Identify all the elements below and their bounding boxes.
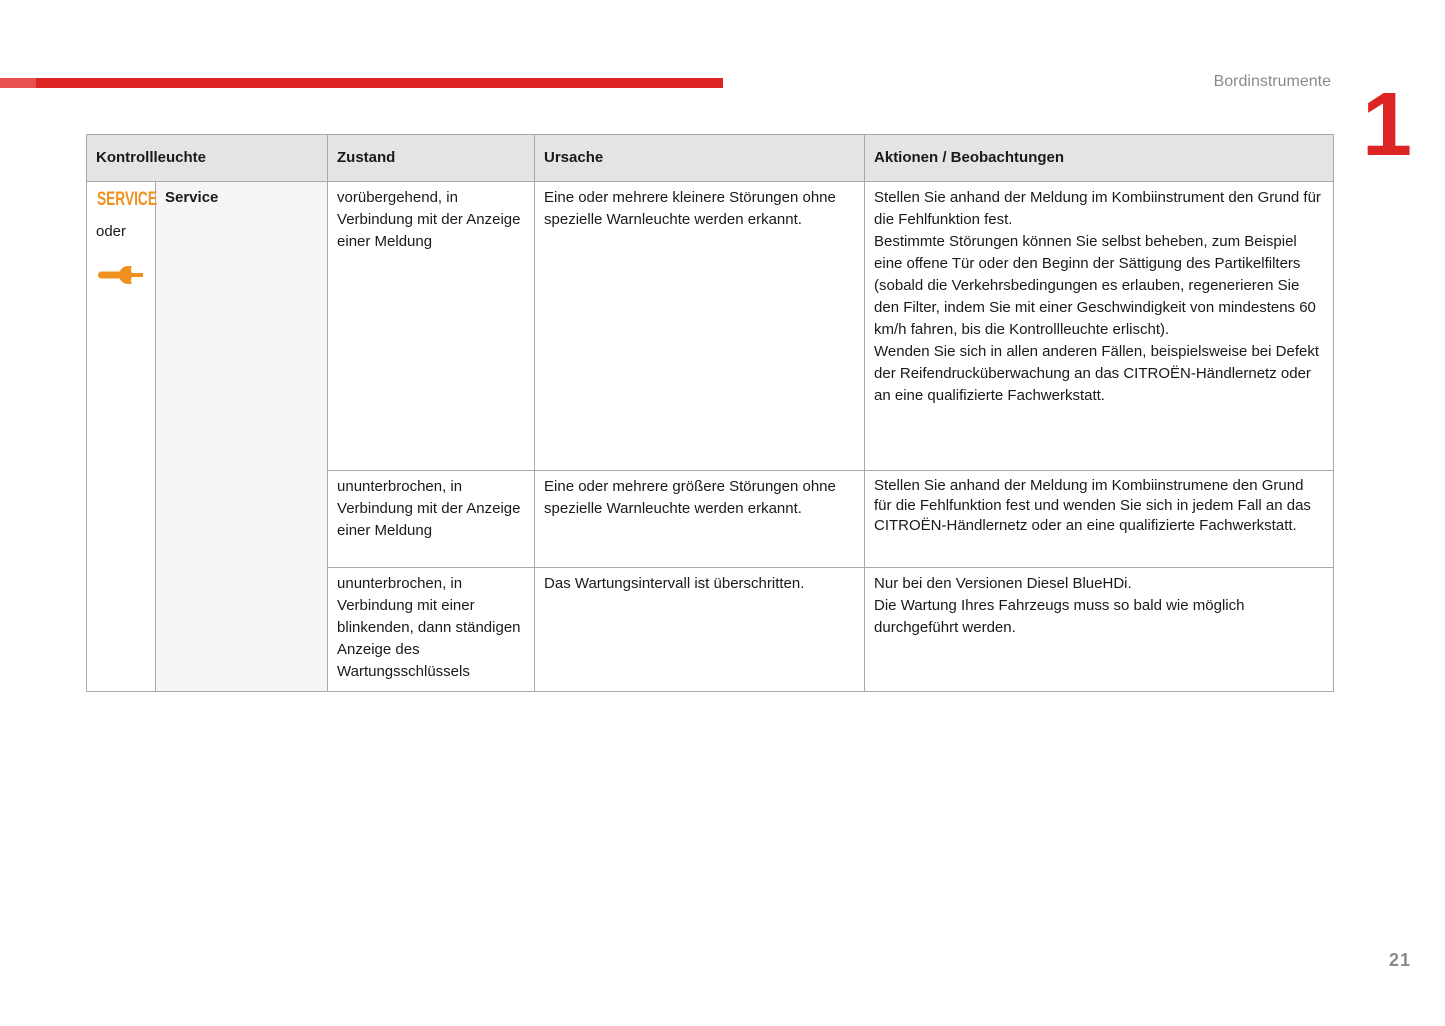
red-header-bar-start — [0, 78, 36, 88]
wrench-icon — [96, 263, 146, 287]
actions-cell — [865, 568, 1334, 692]
action-text: Wenden Sie sich in allen anderen Fällen, beispielsweise bei Defekt der Reifendrucküberwachung an das CITROËN-Händlernetz oder an eine qualifizierte Fachwerkstatt. — [874, 343, 1319, 404]
action-text: Bestimmte Störungen können Sie selbst beheben, zum Beispiel eine offene Tür oder den Beginn der Sättigung des Partikelfilters (sobald die Verkehrsbedingungen es erlauben, regenerieren Sie den Filter, indem Sie mit einer Geschwindigkeit von mindestens 60 km/h fahren, bis die Kontrollleuchte erlischt). — [874, 233, 1316, 338]
state-cell: vorübergehend, in Verbindung mit der Anzeige einer Meldung — [328, 182, 535, 471]
action-text: Nur bei den Versionen Diesel BlueHDi. — [874, 575, 1132, 592]
warning-lamp-table — [86, 134, 1334, 692]
table-header-row — [87, 135, 1334, 182]
chapter-number: 1 — [1362, 75, 1413, 175]
column-header-cause: Ursache — [535, 135, 865, 182]
action-text: Stellen Sie anhand der Meldung im Kombiinstrument den Grund für die Fehlfunktion fest. — [874, 189, 1321, 228]
actions-cell — [865, 471, 1334, 568]
section-title: Bordinstrumente — [1213, 73, 1331, 90]
red-header-bar — [0, 78, 723, 88]
action-text: Die Wartung Ihres Fahrzeugs muss so bald wie möglich durchgeführt werden. — [874, 597, 1245, 636]
lamp-icon-cell — [87, 182, 156, 692]
lamp-name-cell: Service — [156, 182, 328, 692]
or-label: oder — [96, 223, 127, 240]
table-row — [87, 182, 1334, 471]
cause-cell: Eine oder mehrere größere Störungen ohne spezielle Warnleuchte werden erkannt. — [535, 471, 865, 568]
service-warning-icon — [96, 187, 158, 209]
state-cell: ununterbrochen, in Verbindung mit einer blinkenden, dann ständigen Anzeige des Wartungsschlüssels — [328, 568, 535, 692]
page-number: 21 — [1388, 950, 1411, 970]
action-text: Stellen Sie anhand der Meldung im Kombiinstrumene den Grund für die Fehlfunktion fest und wenden Sie sich in jedem Fall an das CITROËN-Händlernetz oder an eine qualifizierte Fachwerkstatt. — [874, 477, 1311, 534]
column-header-actions: Aktionen / Beobachtungen — [865, 135, 1334, 182]
column-header-state: Zustand — [328, 135, 535, 182]
column-header-lamp: Kontrollleuchte — [87, 135, 328, 182]
svg-text:SERVICE: SERVICE — [97, 189, 157, 210]
actions-cell — [865, 182, 1334, 471]
cause-cell: Eine oder mehrere kleinere Störungen ohne spezielle Warnleuchte werden erkannt. — [535, 182, 865, 471]
state-cell: ununterbrochen, in Verbindung mit der Anzeige einer Meldung — [328, 471, 535, 568]
cause-cell: Das Wartungsintervall ist überschritten. — [535, 568, 865, 692]
